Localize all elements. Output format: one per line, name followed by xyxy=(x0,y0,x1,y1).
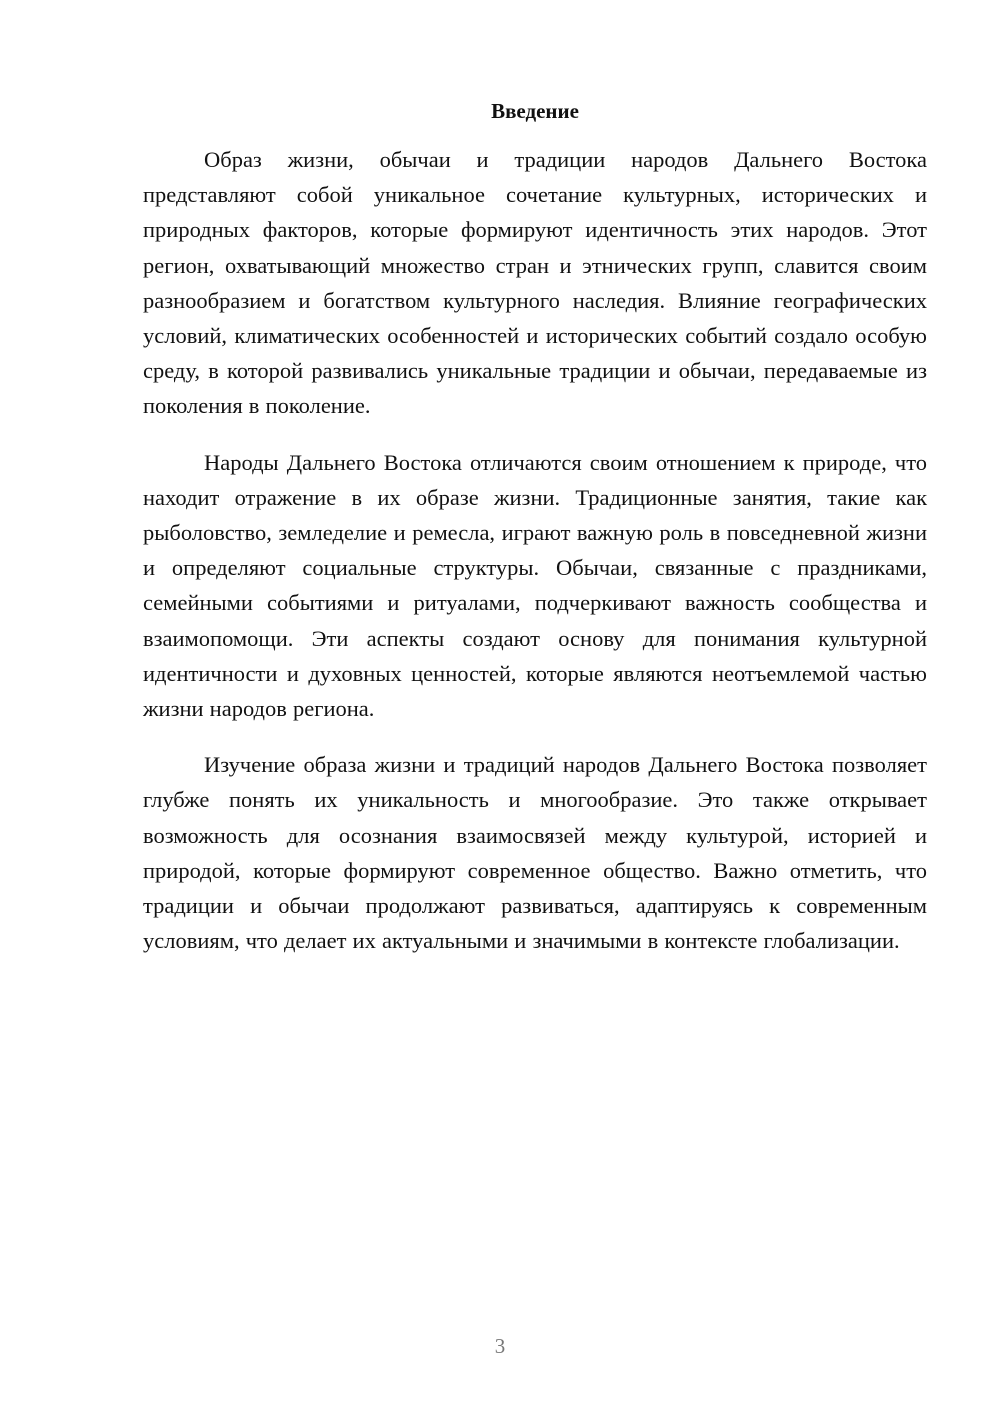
section-heading: Введение xyxy=(491,99,579,123)
paragraph-1: Образ жизни, обычаи и традиции народов Дальнего Востока представляют собой уникальное сочетание культурных, исторических и природных факторов, которые формируют идентичность этих народов. Этот регион, охватывающий множество стран и этнических групп, славится своим разнообразием и богатством культурного наследия. Влияние географических условий, климатических особенностей и исторических событий создало особую среду, в которой развивались уникальные традиции и обычаи, передаваемые из поколения в поколение. xyxy=(143,147,927,419)
paragraph-2: Народы Дальнего Востока отличаются своим отношением к природе, что находит отражение в их образе жизни. Традиционные занятия, такие как рыболовство, земледелие и ремесла, играют важную роль в повседневной жизни и определяют социальные структуры. Обычаи, связанные с праздниками, семейными событиями и ритуалами, подчеркивают важность сообщества и взаимопомощи. Эти аспекты создают основу для понимания культурной идентичности и духовных ценностей, которые являются неотъемлемой частью жизни народов региона. xyxy=(143,449,927,722)
paragraph-3: Изучение образа жизни и традиций народов Дальнего Востока позволяет глубже понять их уникальность и многообразие. Это также открывает возможность для осознания взаимосвязей между культурой, историей и природой, которые формируют современное общество. Важно отметить, что традиции и обычаи продолжают развиваться, адаптируясь к современным условиям, что делает их актуальными и значимыми в контексте глобализации. xyxy=(143,752,927,954)
body-text xyxy=(143,142,927,979)
page-number: 3 xyxy=(494,1334,506,1358)
